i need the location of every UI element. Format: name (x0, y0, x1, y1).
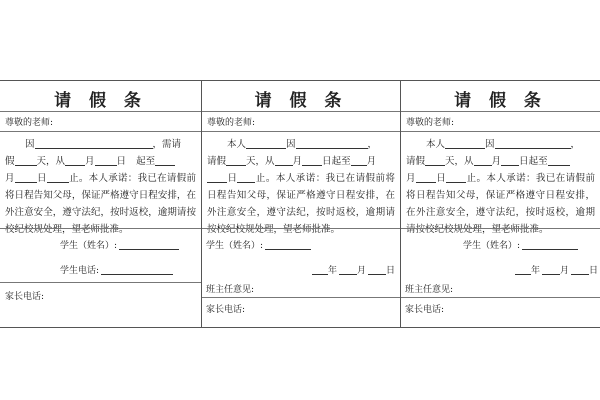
salutation: 尊敬的老师: (207, 118, 256, 128)
reason-blank[interactable] (495, 137, 571, 149)
student-name-field (206, 238, 311, 251)
reason-blank[interactable] (296, 137, 368, 149)
name-blank[interactable] (246, 137, 286, 149)
date-field (513, 263, 598, 276)
label: 班主任意见: (405, 285, 454, 295)
divider (0, 228, 201, 229)
slip-title: 请 假 条 (454, 91, 547, 111)
year-blank[interactable] (515, 263, 531, 275)
label: 家长电话: (405, 305, 445, 315)
label: 日 (589, 266, 599, 276)
text: 日 (116, 156, 127, 167)
end-blank[interactable] (548, 154, 570, 166)
text: 月 (491, 156, 502, 167)
start-month-blank[interactable] (474, 154, 492, 166)
text: 天，从 (246, 156, 275, 167)
start-day-blank[interactable] (302, 154, 322, 166)
end-blank[interactable] (155, 154, 175, 166)
text: 起至 (528, 156, 548, 167)
salutation-row (401, 112, 600, 132)
text: 天，从 (445, 156, 474, 167)
salutation: 尊敬的老师: (5, 118, 54, 128)
request-paragraph (406, 136, 595, 238)
student-name-field (60, 238, 179, 251)
divider (0, 282, 201, 283)
slip-title: 请 假 条 (254, 91, 348, 111)
text: 月 (5, 173, 15, 184)
start-day-blank[interactable] (501, 154, 519, 166)
end-month-blank[interactable] (351, 154, 367, 166)
divider (401, 228, 600, 229)
slip-title-row (202, 81, 400, 112)
start-month-blank[interactable] (275, 154, 293, 166)
salutation-row (0, 112, 201, 132)
label: 月 (357, 266, 367, 276)
text: 假 (5, 156, 15, 167)
text: 月 (292, 156, 303, 167)
student-name-blank[interactable] (265, 238, 311, 250)
parent-phone-field (405, 302, 444, 315)
start-day-blank[interactable] (95, 154, 117, 166)
label: 家长电话: (5, 292, 45, 302)
text: 日 (227, 173, 238, 184)
salutation: 尊敬的老师: (406, 118, 455, 128)
slip-body (0, 132, 201, 310)
label: 班主任意见: (206, 285, 255, 295)
student-phone-blank[interactable] (101, 263, 173, 275)
salutation-row (202, 112, 400, 132)
text: 因 (286, 139, 296, 150)
text: 请假 (207, 156, 227, 167)
slip-body (202, 132, 400, 315)
text: 止。本人承诺：我已在请假前将日程告知父母，保证严格遵守日程安排，在外注意安全，遵守法纪，按时返校，逾期请按校纪校规处理，望老师批准。 (406, 173, 595, 235)
end-day-blank[interactable] (446, 171, 466, 183)
date-field (310, 263, 395, 276)
month-blank[interactable] (542, 263, 560, 275)
label: 日 (386, 266, 396, 276)
teacher-opinion-field (405, 282, 453, 295)
name-blank[interactable] (445, 137, 485, 149)
leave-slip-3 (400, 81, 600, 327)
days-blank[interactable] (226, 154, 246, 166)
year-blank[interactable] (312, 263, 328, 275)
slip-title-row (0, 81, 201, 112)
text: 因 (485, 139, 495, 150)
slip-title: 请 假 条 (54, 91, 147, 111)
days-blank[interactable] (15, 154, 37, 166)
label: 月 (560, 266, 570, 276)
text: 止。本人承诺：我已在请假前将日程告知父母，保证严格遵守日程安排，在外注意安全，遵守法纪，按时返校，逾期请按校纪校规处理，望老师批准。 (207, 173, 395, 235)
divider (401, 297, 600, 298)
text: ， (367, 139, 378, 150)
day-blank[interactable] (571, 263, 589, 275)
text: 月 (366, 156, 377, 167)
text: 月 (406, 173, 416, 184)
end-month-blank[interactable] (15, 171, 37, 183)
label: 家长电话: (206, 305, 246, 315)
month-blank[interactable] (339, 263, 357, 275)
label: 学生（姓名）: (206, 241, 264, 251)
end-day-blank[interactable] (47, 171, 69, 183)
reason-blank[interactable] (35, 137, 153, 149)
text: 日 (435, 173, 447, 184)
leave-slip-sheet (0, 80, 600, 328)
label: 年 (531, 266, 541, 276)
divider (202, 297, 400, 298)
teacher-opinion-field (206, 282, 254, 295)
text: 日 (322, 156, 332, 167)
text: 起至 (136, 156, 156, 167)
label: 学生电话: (60, 266, 100, 276)
text: 请假 (406, 156, 426, 167)
text: 本人 (227, 139, 247, 150)
student-name-blank[interactable] (119, 238, 179, 250)
end-blank[interactable] (237, 171, 255, 183)
leave-slip-1 (0, 81, 201, 327)
label: 学生（姓名）: (463, 241, 521, 251)
student-phone-field (60, 263, 173, 276)
parent-phone-field (206, 302, 245, 315)
text: 日 (519, 156, 529, 167)
request-paragraph (5, 136, 196, 238)
divider (202, 228, 400, 229)
days-blank[interactable] (425, 154, 445, 166)
text: 天，从 (36, 156, 66, 167)
day-blank[interactable] (368, 263, 386, 275)
student-name-blank[interactable] (522, 238, 578, 250)
text: 月 (85, 156, 95, 167)
slip-title-row (401, 81, 600, 112)
end-month-blank[interactable] (416, 171, 436, 183)
text: 日 (36, 173, 47, 184)
label: 年 (328, 266, 338, 276)
text: 止。本人承诺：我已在请假前将日程告知父母，保证严格遵守日程安排，在外注意安全，遵守法纪，按时返校，逾期请按校纪校规处理，望老师批准。 (5, 173, 196, 235)
end-day-blank[interactable] (207, 171, 227, 183)
label: 学生（姓名）: (60, 241, 118, 251)
text: ， (570, 139, 581, 150)
request-paragraph (207, 136, 395, 238)
leave-slip-2 (201, 81, 400, 327)
start-month-blank[interactable] (65, 154, 85, 166)
student-name-field (463, 238, 578, 251)
text: 因 (25, 139, 35, 150)
parent-phone-field (5, 289, 44, 302)
text: ，需请 (152, 139, 182, 150)
text: 起至 (331, 156, 351, 167)
slip-body (401, 132, 600, 315)
text: 本人 (426, 139, 446, 150)
